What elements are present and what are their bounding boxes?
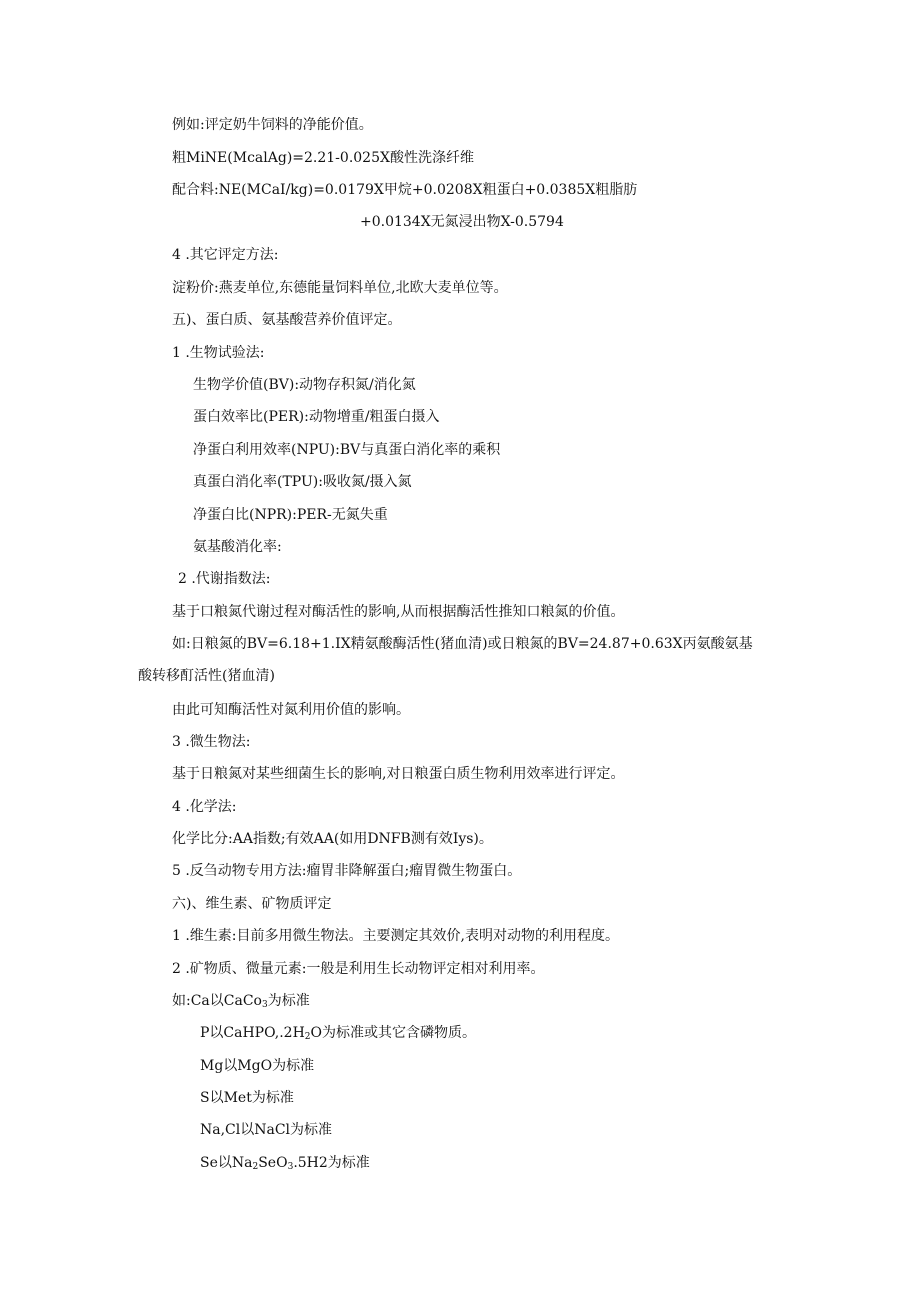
text-line: 由此可知酶活性对氮利用价值的影响。 [172,702,410,718]
text-line: 生物学价值(BV):动物存积氮/消化氮 [193,377,416,393]
text-line: 淀粉价:燕麦单位,东德能量饲料单位,北欧大麦单位等。 [172,280,508,296]
text-line: 如:Ca以CaCo$_3$为标准 [172,993,310,1010]
text-line: +0.0134X无氮浸出物X-0.5794 [360,214,564,230]
text-line: P以$CaHPO,.2H_2O$为标准或其它含磷物质。 [200,1025,476,1042]
text-line: 1 .维生素:目前多用微生物法。主要测定其效价,表明对动物的利用程度。 [172,928,619,944]
section-heading: 五)、蛋白质、氨基酸营养价值评定。 [172,312,402,328]
text-line: 净蛋白比(NPR):PER-无氮失重 [193,507,388,523]
text-line: Na,Cl以NaCl为标准 [200,1122,333,1138]
section-heading: 4 .其它评定方法: [172,247,279,263]
text-line: 2 .矿物质、微量元素:一般是利用生长动物评定相对利用率。 [172,961,545,977]
text-line: 例如:评定奶牛饲料的净能价值。 [172,117,373,133]
text-line: 粗MiNE(McalAg)=2.21-0.025X酸性洗涤纤维 [172,150,474,166]
text-line: 蛋白效率比(PER):动物增重/粗蛋白摄入 [193,409,440,425]
text-line: Se以$Na_2SeO_3.5H2$为标准 [200,1155,370,1172]
section-heading: 2 .代谢指数法: [178,571,271,587]
text-line: 配合料:NE(MCaI/kg)=0.0179X甲烷+0.0208X粗蛋白+0.0385X粗脂肪 [172,182,638,198]
section-heading: 3 .微生物法: [172,734,251,750]
section-heading: 六)、维生素、矿物质评定 [172,896,332,912]
text-line: 基于口粮氮代谢过程对酶活性的影响,从而根据酶活性推知口粮氮的价值。 [172,604,625,620]
section-heading: 5 .反刍动物专用方法:瘤胃非降解蛋白;瘤胃微生物蛋白。 [172,863,522,879]
text-line: 真蛋白消化率(TPU):吸收氮/摄入氮 [193,474,412,490]
section-heading: 1 .生物试验法: [172,345,265,361]
text-line: 化学比分:AA指数;有效AA(如用DNFB测有效Iys)。 [172,831,493,847]
text-line: 如:日粮氮的BV=6.18+1.IX精氨酸酶活性(猪血清)或日粮氮的BV=24.87+0.63X丙氨酸氨基 [172,636,753,652]
section-heading: 4 .化学法: [172,799,237,815]
text-line: 基于日粮氮对某些细菌生长的影响,对日粮蛋白质生物利用效率进行评定。 [172,766,625,782]
text-line: 氨基酸消化率: [193,539,282,555]
text-line: S以Met为标准 [200,1090,294,1106]
text-line: 净蛋白利用效率(NPU):BV与真蛋白消化率的乘积 [193,442,501,458]
text-line: Mg以MgO为标准 [200,1058,315,1074]
text-line: 酸转移酊活性(猪血清) [138,668,275,684]
